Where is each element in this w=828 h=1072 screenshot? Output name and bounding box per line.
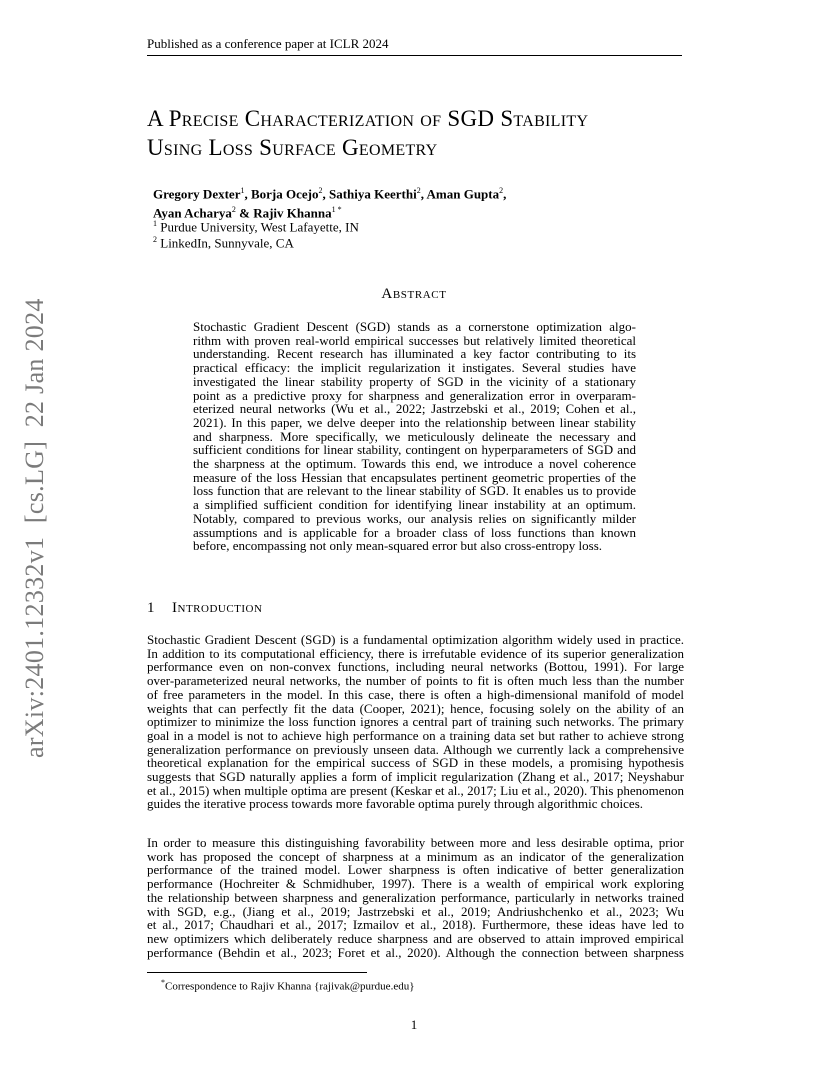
text-line: the relationship between sharpness and generalization performance, particularly in networks trained — [147, 889, 684, 905]
text-line: understanding. Recent research has illuminated a key factor contributing to its — [193, 346, 636, 362]
abstract-heading: Abstract — [381, 286, 447, 302]
paper-title — [147, 104, 687, 162]
text-line: weights that can perfectly fit the data (Cooper, 2021); hence, focusing solely on the ability of an — [147, 700, 684, 716]
author-name: Ayan Acharya — [153, 205, 232, 221]
text-line: of free parameters in the model. In this case, there is often a high-dimensional manifold of model — [147, 686, 684, 702]
text-line: the sharpness at the optimum. Towards this end, we introduce a novel coherence — [193, 456, 636, 472]
section-title: Introduction — [172, 600, 263, 616]
text-line: measure of the loss Hessian that encapsulates pertinent geometric properties of the — [193, 469, 636, 485]
text-line: point as a predictive proxy for sharpness and generalization error in overparam- — [193, 387, 636, 403]
title-line-2: Using Loss Surface Geometry — [147, 135, 438, 160]
text-line: Stochastic Gradient Descent (SGD) stands as a cornerstone optimization algo- — [193, 319, 636, 334]
author-name: & Rajiv Khanna — [235, 205, 332, 221]
section-heading — [147, 600, 262, 617]
text-line: over-parameterized neural networks, the number of points to fit is often much less than the number — [147, 673, 684, 689]
text-line: optimizer to minimize the loss function ignores a central part of training such networks. The primary — [147, 714, 684, 730]
affil-sup: 2 — [153, 235, 157, 244]
text-line: theoretical explanation for the empirical success of SGD in these models, a promising hypothesis — [147, 755, 684, 771]
author-sup: 2 — [318, 186, 323, 195]
authors-line-1 — [153, 183, 673, 202]
text-line: loss function that are relevant to the linear stability of SGD. It enables us to provide — [193, 483, 636, 499]
text-line: suggests that SGD naturally applies a form of implicit regularization (Zhang et al., 2017; Neyshabur — [147, 769, 684, 785]
author-sup: 1 — [240, 186, 245, 195]
affil-text: Purdue University, West Lafayette, IN — [160, 219, 359, 235]
abstract-body — [193, 320, 636, 553]
author-name: , Borja Ocejo — [244, 186, 319, 202]
text-line: investigated the linear stability property of SGD in the vicinity of a stationary — [193, 373, 636, 389]
footnote-text: Correspondence to Rajiv Khanna {rajivak@purdue.edu} — [165, 980, 415, 993]
arxiv-stamp: arXiv:2401.12332v1 [cs.LG] 22 Jan 2024 — [20, 298, 49, 758]
text-line: performance of the trained model. Lower sharpness is often indicative of better generalization — [147, 862, 684, 878]
intro-paragraph-2 — [147, 836, 684, 959]
author-name: , Aman Gupta — [420, 186, 500, 202]
section-number: 1 — [147, 600, 155, 616]
affil-text: LinkedIn, Sunnyvale, CA — [160, 235, 294, 251]
text-line: assumptions and is applicable for a broader class of loss functions than known — [193, 524, 636, 540]
text-line: performance (Hochreiter & Schmidhuber, 1997). There is a wealth of empirical work exploring — [147, 876, 684, 892]
author-sep: , — [503, 186, 507, 202]
footnote-mark: * — [161, 978, 165, 987]
author-sup: 2 — [231, 205, 236, 215]
text-line: et al., 2015) when multiple optima are present (Keskar et al., 2017; Liu et al., 2020). This phenomenon — [147, 782, 684, 798]
author-name: , Sathiya Keerthi — [322, 186, 417, 202]
text-line: guides the iterative process towards more favorable optima purely through algorithmic choices. — [147, 796, 644, 812]
text-line: Notably, compared to previous works, our analysis relies on significantly milder — [193, 510, 636, 526]
text-line: goal in a model is not to achieve high performance on a training data set but rather to achieve strong — [147, 727, 684, 743]
affil-sup: 1 — [153, 219, 157, 228]
text-line: generalization performance on previously unseen data. Although we currently lack a comprehensive — [147, 741, 684, 757]
text-line: practical efficacy: the implicit regularization it instigates. Several studies have — [193, 360, 636, 376]
text-line: In order to measure this distinguishing favorability between more and less desirable optima, prior — [147, 835, 684, 850]
text-line: In addition to its computational efficiency, there is irrefutable evidence of its superior generalization — [147, 645, 684, 661]
text-line: Stochastic Gradient Descent (SGD) is a fundamental optimization algorithm widely used in practice. — [147, 632, 684, 647]
text-line: and sharpness. More specifically, we meticulously delineate the necessary and — [193, 428, 636, 444]
text-line: et al., 2017; Chaudhari et al., 2017; Izmailov et al., 2018). Furthermore, these ideas have led to — [147, 917, 684, 933]
header-rule — [147, 55, 682, 56]
text-line: rithm with proven real-world empirical successes but relatively limited theoretical — [193, 332, 636, 348]
title-line-1: A Precise Characterization of SGD Stability — [147, 106, 589, 131]
page-number: 1 — [410, 1017, 418, 1032]
text-line: with SGD, e.g., (Jiang et al., 2019; Jastrzebski et al., 2019; Andriushchenko et al., 2023; Wu — [147, 903, 684, 919]
text-line: performance even on non-convex functions, including neural networks (Bottou, 1991). For large — [147, 659, 684, 675]
text-line: eterized neural networks (Wu et al., 2022; Jastrzebski et al., 2019; Cohen et al., — [193, 401, 636, 417]
text-line: new optimizers which deliberately reduce sharpness and are observed to attain improved empirical — [147, 930, 684, 946]
running-header: Published as a conference paper at ICLR 2024 — [147, 36, 389, 51]
affiliation-2 — [153, 232, 294, 250]
author-sup: 2 — [499, 186, 504, 195]
footnote-rule — [147, 972, 367, 973]
text-line: a simplified sufficient condition for identifying linear instability at an optimum. — [193, 497, 636, 513]
text-line: before, encompassing not only mean-squared error but also cross-entropy loss. — [193, 538, 603, 554]
author-sup: 1 * — [331, 205, 342, 215]
author-sup: 2 — [416, 186, 421, 195]
author-name: Gregory Dexter — [153, 186, 241, 202]
text-line: work has proposed the concept of sharpness at a minimum as an indicator of the generalization — [147, 848, 684, 864]
footnote — [161, 978, 414, 993]
intro-paragraph-1 — [147, 633, 684, 811]
text-line: sufficient conditions for linear stability, contingent on hyperparameters of SGD and — [193, 442, 636, 458]
text-line: 2021). In this paper, we delve deeper into the relationship between linear stability — [193, 414, 636, 430]
text-line: performance (Behdin et al., 2023; Foret et al., 2020). Although the connection between sharpness — [147, 944, 684, 960]
